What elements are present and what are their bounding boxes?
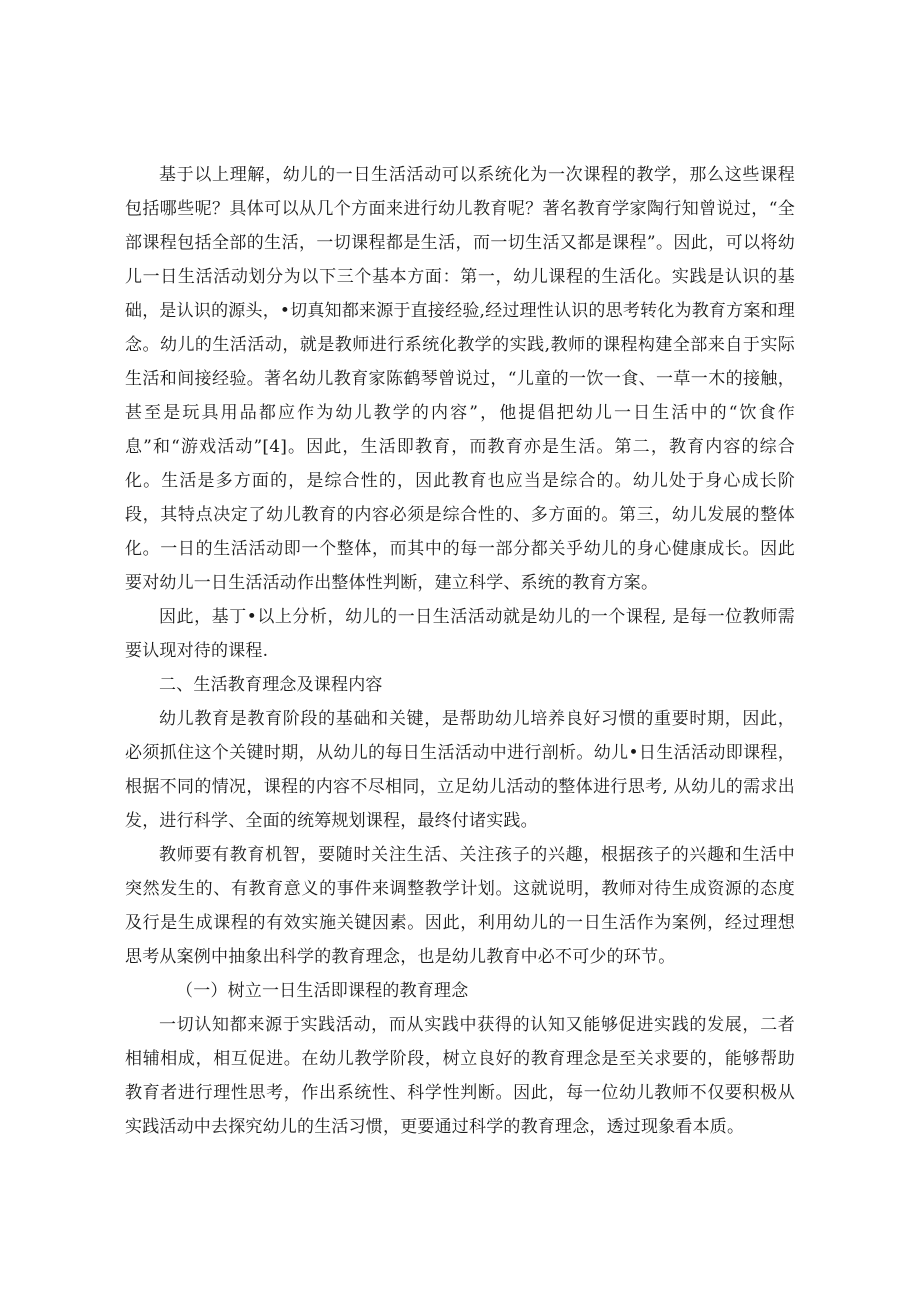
subsection-heading: （一）树立一日生活即课程的教育理念 — [176, 981, 469, 1001]
body-paragraph: 教师要有教育机智，要随时关注生活、关注孩子的兴趣，根据孩子的兴趣和生活中突然发生的、有教育意义的事件来调整教学计划。这就说明，教师对待生成资源的态度及行是生成课程的有效实施关键因素。因此，利用幼儿的一日生活作为案例，经过理想思考从案例中抽象出科学的教育理念，也是幼儿教育中必不可少的环节。 — [125, 845, 795, 967]
body-paragraph: 一切认知都来源于实践活动，而从实践中获得的认知又能够促进实践的发展，二者相辅相成，相互促进。在幼儿教学阶段，树立良好的教育理念是至关求要的，能够帮助教育者进行理性思考，作出系统性、科学性判断。因此，每一位幼儿教师不仅要积极从实践活动中去探究幼儿的生活习惯，更要通过科学的教育理念，透过现象看本质。 — [125, 1015, 795, 1137]
body-paragraph: 因此，基丁•以上分析，幼儿的一日生活活动就是幼儿的一个课程, 是每一位教师需要认现对待的课程. — [125, 607, 795, 661]
document-body — [125, 158, 795, 1144]
section-heading: 二、生活教育理念及课程内容 — [159, 675, 383, 695]
body-paragraph: 基于以上理解，幼儿的一日生活活动可以系统化为一次课程的教学，那么这些课程包括哪些呢？具体可以从几个方面来进行幼儿教育呢？著名教育学家陶行知曾说过，“全部课程包括全部的生活，一切课程都是生活，而一切生活又都是课程”。因此，可以将幼儿一日生活活动划分为以下三个基本方面：第一，幼儿课程的生活化。实践是认识的基础，是认识的源头，•切真知都来源于直接经验,经过理性认识的思考转化为教育方案和理念。幼儿的生活活动，就是教师进行系统化教学的实践,教师的课程构建全部来自于实际生活和间接经验。著名幼儿教育家陈鹤琴曾说过，“儿童的一饮一食、一草一木的接触，甚至是玩具用品都应作为幼儿教学的内容”，他提倡把幼儿一日生活中的“饮食作息”和“游戏活动”[4]。因此，生活即教育，而教育亦是生活。第二，教育内容的综合化。生活是多方面的，是综合性的，因此教育也应当是综合的。幼儿处于身心成长阶段，其特点决定了幼儿教育的内容必须是综合性的、多方面的。第三，幼儿发展的整体化。一日的生活活动即一个整体，而其中的每一部分都关乎幼儿的身心健康成长。因此要对幼儿一日生活活动作出整体性判断，建立科学、系统的教育方案。 — [125, 165, 795, 593]
body-paragraph: 幼儿教育是教育阶段的基础和关键，是帮助幼儿培养良好习惯的重要时期，因此，必须抓住这个关键时期，从幼儿的每日生活活动中进行剖析。幼儿•日生活活动即课程，根据不同的情况，课程的内容不尽相同，立足幼儿活动的整体进行思考, 从幼儿的需求出发，进行科学、全面的统筹规划课程，最终付诸实践。 — [125, 709, 795, 831]
